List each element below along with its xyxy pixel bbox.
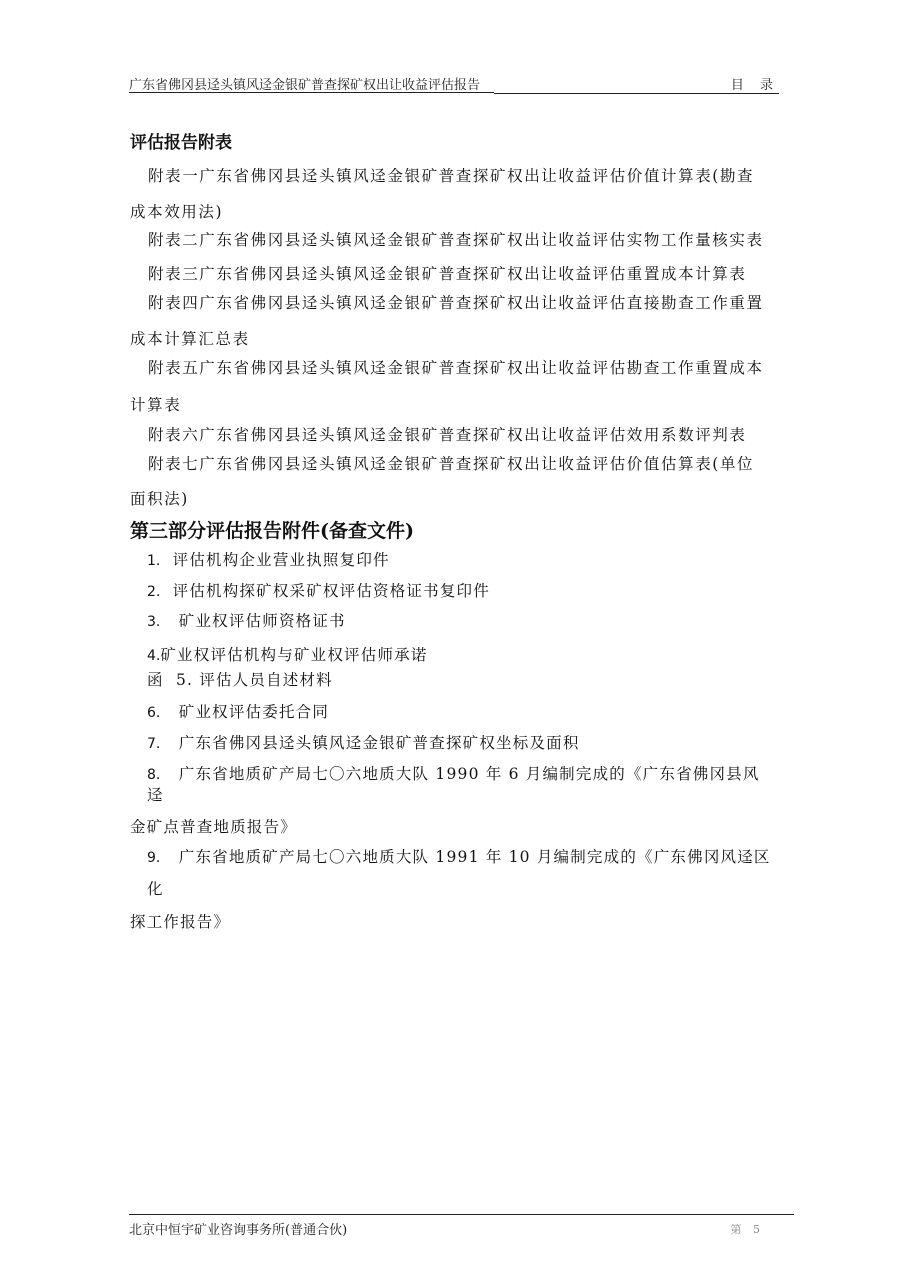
- appendix-line-4-cont: 成本计算汇总表: [130, 330, 250, 348]
- item-number: 2.: [147, 584, 161, 600]
- item-text: 金矿点普查地质报告》: [130, 818, 298, 836]
- attachment-item: [147, 731, 580, 753]
- appendix-line-2: 附表二广东省佛冈县迳头镇风迳金银矿普查探矿权出让收益评估实物工作量核实表: [148, 231, 764, 249]
- item-number: 3.: [147, 614, 161, 630]
- part3-heading: 第三部分评估报告附件(备查文件): [130, 520, 414, 542]
- appendix-line-3: 附表三广东省佛冈县迳头镇风迳金银矿普查探矿权出让收益评估重置成本计算表: [148, 265, 747, 283]
- attachment-item-cont: [147, 783, 164, 805]
- attachment-item-cont: [147, 877, 164, 899]
- appendix-line-4: 附表四广东省佛冈县迳头镇风迳金银矿普查探矿权出让收益评估直接勘查工作重置: [148, 294, 764, 312]
- item-text: 评估机构探矿权采矿权评估资格证书复印件: [172, 582, 490, 600]
- item-number: 7.: [147, 736, 161, 752]
- attachment-item: [147, 579, 490, 601]
- item-number: 8.: [147, 767, 161, 783]
- item-number: 6.: [147, 705, 161, 721]
- attachment-item-cont: [130, 910, 230, 932]
- appendix-line-7-cont: 面积法): [130, 490, 189, 508]
- item-text: 化: [147, 880, 164, 898]
- section-label: 目 录: [730, 78, 779, 93]
- attachment-item: [147, 762, 760, 784]
- appendix-line-5-cont: 计算表: [130, 396, 182, 414]
- page-number: 第 5: [730, 1223, 764, 1236]
- appendix-line-6: 附表六广东省佛冈县迳头镇风迳金银矿普查探矿权出让收益评估效用系数评判表: [148, 426, 747, 444]
- item-number: 4.: [147, 648, 161, 664]
- attachment-item-cont: [130, 815, 297, 837]
- footer-org: 北京中恒宇矿业咨询事务所(普通合伙): [129, 1223, 348, 1238]
- appendix-line-5: 附表五广东省佛冈县迳头镇风迳金银矿普查探矿权出让收益评估勘查工作重置成本: [148, 359, 764, 377]
- item-text: 广东省地质矿产局七〇六地质大队 1990 年 6 月编制完成的《广东省佛冈县风: [178, 765, 760, 783]
- item-text: 迳: [147, 786, 164, 804]
- footer-rule: [129, 1214, 794, 1215]
- header-underline: [129, 92, 494, 93]
- page-header: [129, 74, 779, 94]
- item-prefix: 函: [147, 671, 164, 689]
- attachment-item: [147, 845, 771, 867]
- item-text: 矿业权评估师资格证书: [178, 612, 346, 630]
- attachment-item: [147, 548, 390, 570]
- item-text: 5. 评估人员自述材料: [175, 671, 333, 689]
- item-text: 广东省地质矿产局七〇六地质大队 1991 年 10 月编制完成的《广东佛冈风迳区: [178, 848, 771, 866]
- header-rule: [494, 93, 779, 94]
- item-text: 广东省佛冈县迳头镇风迳金银矿普查探矿权坐标及面积: [178, 734, 580, 752]
- attachment-item: [147, 668, 333, 690]
- attachment-item: [147, 700, 329, 722]
- appendix-line-7: 附表七广东省佛冈县迳头镇风迳金银矿普查探矿权出让收益评估价值估算表(单位: [148, 455, 755, 473]
- report-title: 广东省佛冈县迳头镇风迳金银矿普查探矿权出让收益评估报告: [129, 78, 481, 93]
- appendix-tables-heading: 评估报告附表: [130, 133, 232, 153]
- item-text: 评估机构企业营业执照复印件: [172, 551, 390, 569]
- appendix-line-1: 附表一广东省佛冈县迳头镇风迳金银矿普查探矿权出让收益评估价值计算表(勘查: [148, 167, 755, 185]
- item-number: 1.: [147, 553, 161, 569]
- attachment-item: [147, 609, 346, 631]
- appendix-line-1-cont: 成本效用法): [130, 203, 224, 221]
- item-text: 探工作报告》: [130, 913, 231, 931]
- item-number: 9.: [147, 850, 161, 866]
- attachment-item: [147, 643, 428, 665]
- item-text: 矿业权评估委托合同: [178, 703, 330, 721]
- item-text: 矿业权评估机构与矿业权评估师承诺: [160, 646, 428, 664]
- page-footer: [129, 1214, 794, 1244]
